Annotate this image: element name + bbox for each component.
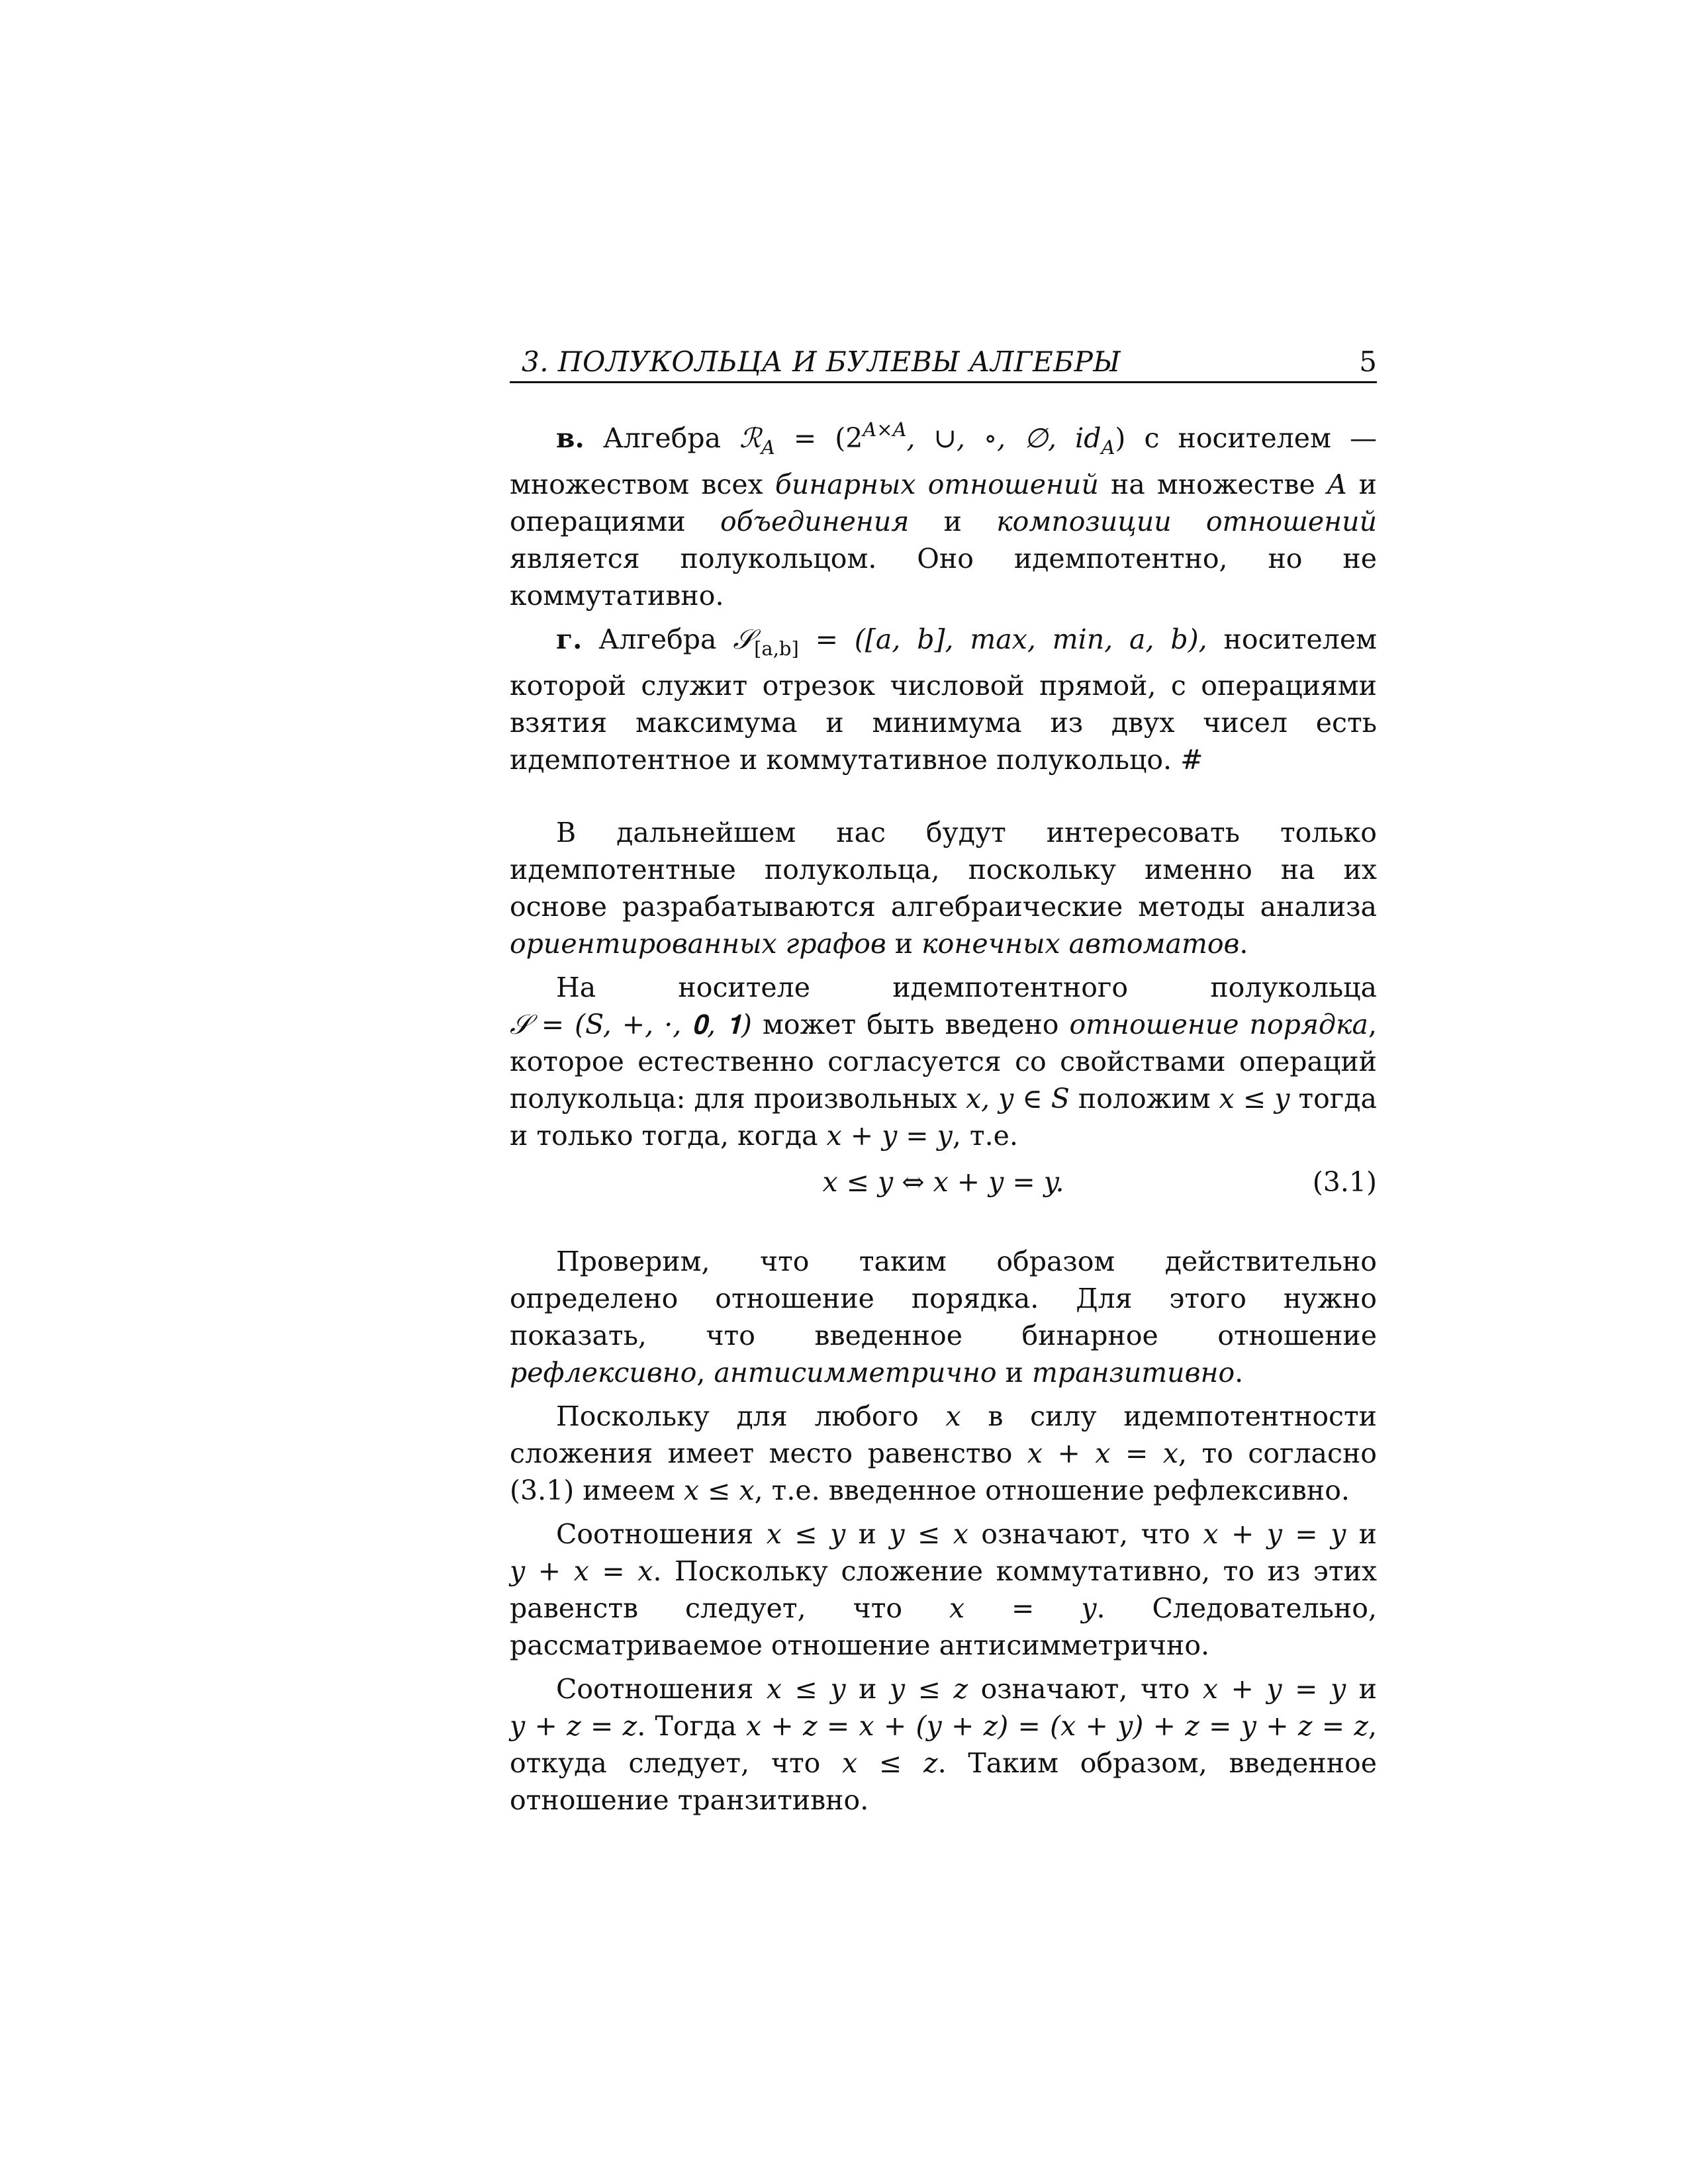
- math-subscript: A: [761, 436, 775, 459]
- paragraph-check-order: [510, 1243, 1377, 1391]
- text-span: положим: [1069, 1083, 1219, 1115]
- math-inline: y + x = x: [510, 1555, 653, 1587]
- paragraph-antisymmetric: [510, 1516, 1377, 1664]
- text-span: .: [1235, 1357, 1244, 1388]
- emphasis: рефлексивно: [510, 1357, 697, 1388]
- math-symbol: 𝒮: [733, 623, 755, 655]
- text-span: , откуда следует, что: [510, 1710, 1377, 1779]
- text-span: может быть введено: [751, 1009, 1070, 1040]
- math-inline: x ≤ x: [683, 1475, 755, 1506]
- emphasis: объединения: [720, 506, 910, 537]
- math-inline: y ≤ x: [889, 1518, 968, 1550]
- equation-number: (3.1): [1312, 1166, 1377, 1198]
- emphasis: транзитивно: [1031, 1357, 1235, 1388]
- math-inline: x ≤ y: [766, 1673, 846, 1705]
- math-formula: [739, 418, 1126, 459]
- page-number: 5: [1359, 345, 1377, 378]
- equation-formula: x ≤ y ⇔ x + y = y.: [822, 1166, 1064, 1198]
- text-span: тогда и только тогда, когда: [510, 1083, 1377, 1152]
- math-part: = ([a, b], max, min, a, b),: [798, 623, 1207, 655]
- math-part: , ∪, ∘, ∅, id: [906, 422, 1102, 454]
- page: [510, 344, 1377, 1819]
- text-span: , которое естественно согласуется со свойствами операций полукольца: для произвольных: [510, 1009, 1377, 1115]
- math-inline: y ≤ z: [889, 1673, 968, 1705]
- math-inline: x ≤ z: [842, 1747, 938, 1779]
- text-span: , т.е.: [952, 1120, 1018, 1152]
- paragraph-idempotent-intro: [510, 814, 1377, 962]
- text-span: в силу идемпотентности сложения имеет место равенство: [510, 1400, 1378, 1469]
- example-label: г.: [556, 623, 583, 655]
- text-span: и: [1346, 1518, 1377, 1550]
- math-symbol: ℛ: [739, 422, 761, 454]
- math-inline: A: [1327, 469, 1347, 500]
- paragraph-example-g: [510, 621, 1377, 778]
- text-span: и: [909, 506, 997, 537]
- text-span: Алгебра: [584, 422, 740, 454]
- paragraph-order-relation: [510, 969, 1377, 1154]
- text-span: носителем которой служит отрезок числовой прямой, с операциями взятия максимума и минимума из двух чисел есть идемпотентное и коммутативное полукольцо. #: [510, 623, 1378, 776]
- math-part: ): [1115, 422, 1126, 454]
- text-span: , т.е. введенное отношение рефлексивно.: [754, 1475, 1350, 1506]
- math-inline: x ≤ y: [1219, 1083, 1290, 1115]
- math-inline: x = y: [949, 1592, 1097, 1624]
- text-span: означают, что: [968, 1673, 1203, 1705]
- text-span: ,: [696, 1357, 714, 1388]
- paragraph-reflexive: [510, 1398, 1377, 1509]
- text-span: и: [845, 1673, 890, 1705]
- emphasis: композиции отношений: [996, 506, 1377, 537]
- math-subscript: [a,b]: [754, 637, 799, 660]
- text-span: Соотношения: [556, 1518, 767, 1550]
- math-inline: x: [945, 1400, 961, 1432]
- paragraph-transitive: [510, 1670, 1377, 1819]
- running-head: [510, 344, 1377, 383]
- math-subscript: A: [1101, 436, 1115, 459]
- text-span: . Поскольку сложение коммутативно, то из этих равенств следует, что: [510, 1555, 1377, 1624]
- example-label: в.: [556, 422, 585, 454]
- equation-3-1: [510, 1161, 1377, 1207]
- text-span: , то согласно (3.1) имеем: [510, 1437, 1377, 1506]
- paragraph-example-v: [510, 411, 1377, 614]
- math-superscript: A×A: [863, 418, 907, 441]
- text-span: Алгебра: [582, 623, 733, 655]
- math-inline: x + y = y: [1203, 1518, 1346, 1550]
- math-inline: x + z = x + (y + z) = (x + y) + z = y + z = z: [745, 1710, 1368, 1742]
- text-span: и: [996, 1357, 1032, 1388]
- body-text: [510, 411, 1377, 1819]
- text-span: с носителем — множеством всех: [510, 422, 1378, 500]
- text-span: .: [1239, 928, 1248, 960]
- emphasis: антисимметрично: [714, 1357, 997, 1388]
- emphasis: конечных автоматов: [921, 928, 1240, 960]
- text-span: Проверим, что таким образом действительно определено отношение порядка. Для этого нужно показать, что введенное бинарное отношение: [510, 1246, 1377, 1351]
- text-span: . Следовательно, рассматриваемое отношение антисимметрично.: [510, 1592, 1377, 1661]
- math-formula: [733, 623, 1207, 660]
- text-span: является полукольцом. Оно идемпотентно, но не коммутативно.: [510, 543, 1377, 612]
- text-span: В дальнейшем нас будут интересовать только идемпотентные полукольца, поскольку именно на их основе разрабатываются алгебраические методы анализа: [510, 817, 1377, 923]
- math-part: = (2: [774, 422, 863, 454]
- emphasis: отношение порядка: [1069, 1009, 1368, 1040]
- text-span: . Тогда: [637, 1710, 746, 1742]
- math-inline: x, y ∈ S: [965, 1083, 1070, 1115]
- text-span: На носителе идемпотентного полукольца: [556, 972, 1377, 1003]
- text-span: означают, что: [968, 1518, 1203, 1550]
- text-span: и операциями: [510, 469, 1378, 537]
- text-span: . Таким образом, введенное отношение транзитивно.: [510, 1747, 1377, 1816]
- text-span: Поскольку для любого: [556, 1400, 946, 1432]
- math-inline: x + y = y: [826, 1120, 953, 1152]
- text-span: и: [845, 1518, 890, 1550]
- text-span: на множестве: [1098, 469, 1327, 500]
- emphasis: бинарных отношений: [774, 469, 1099, 500]
- math-inline: x + x = x: [1027, 1437, 1178, 1469]
- math-inline: 𝒮 = (S, +, ·, 𝟎, 𝟏): [510, 1009, 752, 1040]
- text-span: и: [886, 928, 922, 960]
- math-inline: y + z = z: [510, 1710, 637, 1742]
- math-inline: x ≤ y: [766, 1518, 846, 1550]
- text-span: и: [1346, 1673, 1377, 1705]
- math-inline: x + y = y: [1202, 1673, 1346, 1705]
- running-title: 3. ПОЛУКОЛЬЦА И БУЛЕВЫ АЛГЕБРЫ: [522, 345, 1121, 378]
- emphasis: ориентированных графов: [510, 928, 886, 960]
- text-span: Соотношения: [556, 1673, 767, 1705]
